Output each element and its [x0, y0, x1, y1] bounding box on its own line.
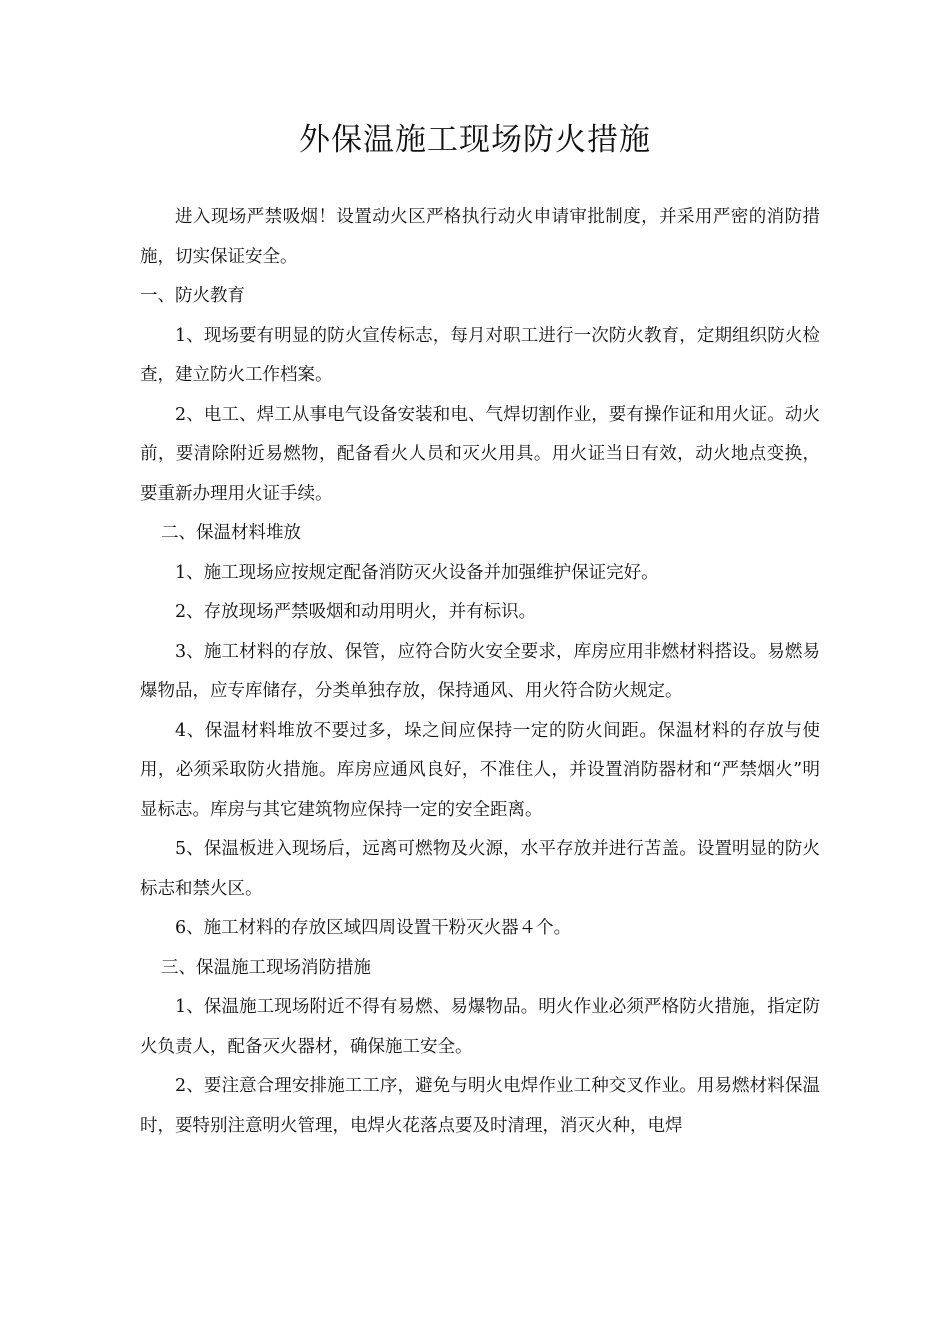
section-heading-fire-education: 一、防火教育 [140, 286, 245, 306]
document-body [140, 198, 820, 1146]
paragraph: 4、保温材料堆放不要过多，垛之间应保持一定的防火间距。保温材料的存放与使用，必须采取防火措施。库房应通风良好，不准住人，并设置消防器材和“严禁烟火”明显标志。库房与其它建筑物应保持一定的安全距离。 [140, 720, 820, 820]
paragraph: 2、要注意合理安排施工工序，避免与明火电焊作业工种交叉作业。用易燃材料保温时，要特别注意明火管理，电焊火花落点要及时清理，消灭火种，电焊 [140, 1076, 820, 1136]
paragraph-intro: 进入现场严禁吸烟！设置动火区严格执行动火申请审批制度，并采用严密的消防措施，切实保证安全。 [140, 207, 820, 267]
section-heading-material-storage: 二、保温材料堆放 [161, 523, 301, 543]
paragraph: 5、保温板进入现场后，远离可燃物及火源，水平存放并进行苫盖。设置明显的防火标志和禁火区。 [140, 839, 820, 899]
paragraph: 2、存放现场严禁吸烟和动用明火，并有标识。 [175, 602, 537, 622]
paragraph: 3、施工材料的存放、保管，应符合防火安全要求，库房应用非燃材料搭设。易燃易爆物品，应专库储存，分类单独存放，保持通风、用火符合防火规定。 [140, 641, 820, 701]
section-heading-site-fire-measures: 三、保温施工现场消防措施 [161, 957, 371, 978]
paragraph: 1、现场要有明显的防火宣传标志，每月对职工进行一次防火教育，定期组织防火检查，建立防火工作档案。 [140, 325, 820, 385]
paragraph: 2、电工、焊工从事电气设备安装和电、气焊切割作业，要有操作证和用火证。动火前，要清除附近易燃物，配备看火人员和灭火用具。用火证当日有效，动火地点变换，要重新办理用火证手续。 [140, 404, 820, 504]
paragraph: 1、施工现场应按规定配备消防灭火设备并加强维护保证完好。 [175, 562, 659, 583]
document-title: 外保温施工现场防火措施 [299, 122, 651, 158]
paragraph: 1、保温施工现场附近不得有易燃、易爆物品。明火作业必须严格防火措施，指定防火负责人，配备灭火器材，确保施工安全。 [140, 997, 820, 1057]
paragraph: 6、施工材料的存放区域四周设置干粉灭火器４个。 [175, 918, 572, 938]
